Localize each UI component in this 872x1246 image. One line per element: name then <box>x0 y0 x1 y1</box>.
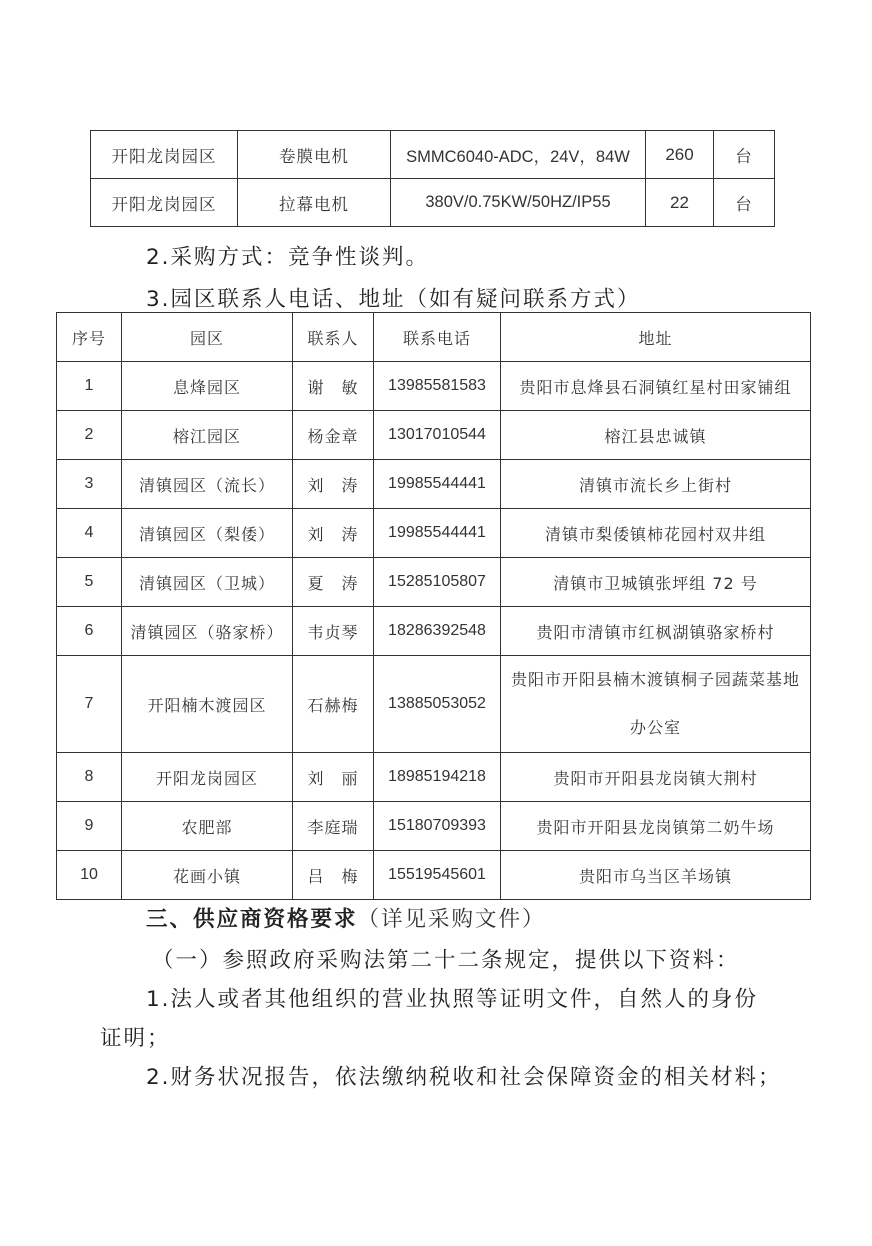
table-row <box>57 362 811 411</box>
table-row <box>57 656 811 753</box>
contacts-table <box>56 312 811 900</box>
no-cell: 4 <box>57 509 122 558</box>
section3-item2: 2.财务状况报告，依法缴纳税收和社会保障资金的相关材料； <box>146 1065 782 1090</box>
address-cell: 贵阳市息烽县石洞镇红星村田家铺组 <box>501 362 811 411</box>
section3-item1-line1: 1.法人或者其他组织的营业执照等证明文件，自然人的身份 <box>146 987 759 1012</box>
table-row <box>91 179 775 227</box>
address-cell: 清镇市流长乡上街村 <box>501 460 811 509</box>
contact-cell: 杨金章 <box>293 411 374 460</box>
table-row <box>57 607 811 656</box>
park-cell: 农肥部 <box>122 802 293 851</box>
section3-title-note: （详见采购文件） <box>357 907 546 932</box>
contact-cell: 石赫梅 <box>293 656 374 753</box>
address-cell: 清镇市卫城镇张坪组 72 号 <box>501 558 811 607</box>
spec-cell: 380V/0.75KW/50HZ/IP55 <box>391 179 646 227</box>
header-row <box>57 313 811 362</box>
park-cell: 开阳楠木渡园区 <box>122 656 293 753</box>
no-cell: 10 <box>57 851 122 900</box>
section3-title <box>146 902 546 933</box>
no-cell: 6 <box>57 607 122 656</box>
section3-title-bold: 三、供应商资格要求 <box>146 907 358 932</box>
address-cell: 贵阳市清镇市红枫湖镇骆家桥村 <box>501 607 811 656</box>
phone-cell: 15519545601 <box>374 851 501 900</box>
park-cell: 清镇园区（梨倭） <box>122 509 293 558</box>
park-cell: 开阳龙岗园区 <box>91 179 238 227</box>
contact-cell: 谢 敏 <box>293 362 374 411</box>
park-cell: 清镇园区（骆家桥） <box>122 607 293 656</box>
qty-cell: 22 <box>646 179 714 227</box>
park-cell: 清镇园区（流长） <box>122 460 293 509</box>
address-cell: 清镇市梨倭镇柿花园村双井组 <box>501 509 811 558</box>
contact-cell: 韦贞琴 <box>293 607 374 656</box>
no-cell: 9 <box>57 802 122 851</box>
contact-cell: 刘 丽 <box>293 753 374 802</box>
table-row <box>57 460 811 509</box>
no-cell: 1 <box>57 362 122 411</box>
table-row <box>57 851 811 900</box>
phone-cell: 13985581583 <box>374 362 501 411</box>
address-cell: 贵阳市开阳县龙岗镇第二奶牛场 <box>501 802 811 851</box>
contact-cell: 夏 涛 <box>293 558 374 607</box>
table-row <box>57 509 811 558</box>
contacts-heading: 3.园区联系人电话、地址（如有疑问联系方式） <box>146 287 641 312</box>
items-table <box>90 130 775 227</box>
header-address: 地址 <box>501 313 811 362</box>
address-cell: 榕江县忠诚镇 <box>501 411 811 460</box>
park-cell: 开阳龙岗园区 <box>91 131 238 179</box>
no-cell: 3 <box>57 460 122 509</box>
unit-cell: 台 <box>714 131 775 179</box>
table-row <box>57 558 811 607</box>
no-cell: 8 <box>57 753 122 802</box>
section3-sub1: （一）参照政府采购法第二十二条规定，提供以下资料： <box>152 948 740 973</box>
header-contact: 联系人 <box>293 313 374 362</box>
table-row <box>91 131 775 179</box>
header-no: 序号 <box>57 313 122 362</box>
no-cell: 7 <box>57 656 122 753</box>
phone-cell: 19985544441 <box>374 460 501 509</box>
phone-cell: 13885053052 <box>374 656 501 753</box>
park-cell: 清镇园区（卫城） <box>122 558 293 607</box>
item-cell: 拉幕电机 <box>238 179 391 227</box>
header-park: 园区 <box>122 313 293 362</box>
unit-cell: 台 <box>714 179 775 227</box>
section3-item1-line2: 证明； <box>100 1026 171 1051</box>
no-cell: 2 <box>57 411 122 460</box>
park-cell: 息烽园区 <box>122 362 293 411</box>
phone-cell: 18286392548 <box>374 607 501 656</box>
phone-cell: 15285105807 <box>374 558 501 607</box>
address-cell: 贵阳市开阳县楠木渡镇桐子园蔬菜基地办公室 <box>501 656 811 753</box>
contact-cell: 刘 涛 <box>293 509 374 558</box>
park-cell: 开阳龙岗园区 <box>122 753 293 802</box>
procurement-method: 2.采购方式：竞争性谈判。 <box>146 245 430 270</box>
address-cell: 贵阳市开阳县龙岗镇大荆村 <box>501 753 811 802</box>
phone-cell: 19985544441 <box>374 509 501 558</box>
park-cell: 花画小镇 <box>122 851 293 900</box>
contact-cell: 刘 涛 <box>293 460 374 509</box>
contact-cell: 李庭瑞 <box>293 802 374 851</box>
header-phone: 联系电话 <box>374 313 501 362</box>
address-cell: 贵阳市乌当区羊场镇 <box>501 851 811 900</box>
item-cell: 卷膜电机 <box>238 131 391 179</box>
table-row <box>57 411 811 460</box>
table-row <box>57 802 811 851</box>
phone-cell: 13017010544 <box>374 411 501 460</box>
no-cell: 5 <box>57 558 122 607</box>
phone-cell: 18985194218 <box>374 753 501 802</box>
qty-cell: 260 <box>646 131 714 179</box>
park-cell: 榕江园区 <box>122 411 293 460</box>
table-row <box>57 753 811 802</box>
phone-cell: 15180709393 <box>374 802 501 851</box>
contact-cell: 吕 梅 <box>293 851 374 900</box>
spec-cell: SMMC6040-ADC，24V，84W <box>391 131 646 179</box>
